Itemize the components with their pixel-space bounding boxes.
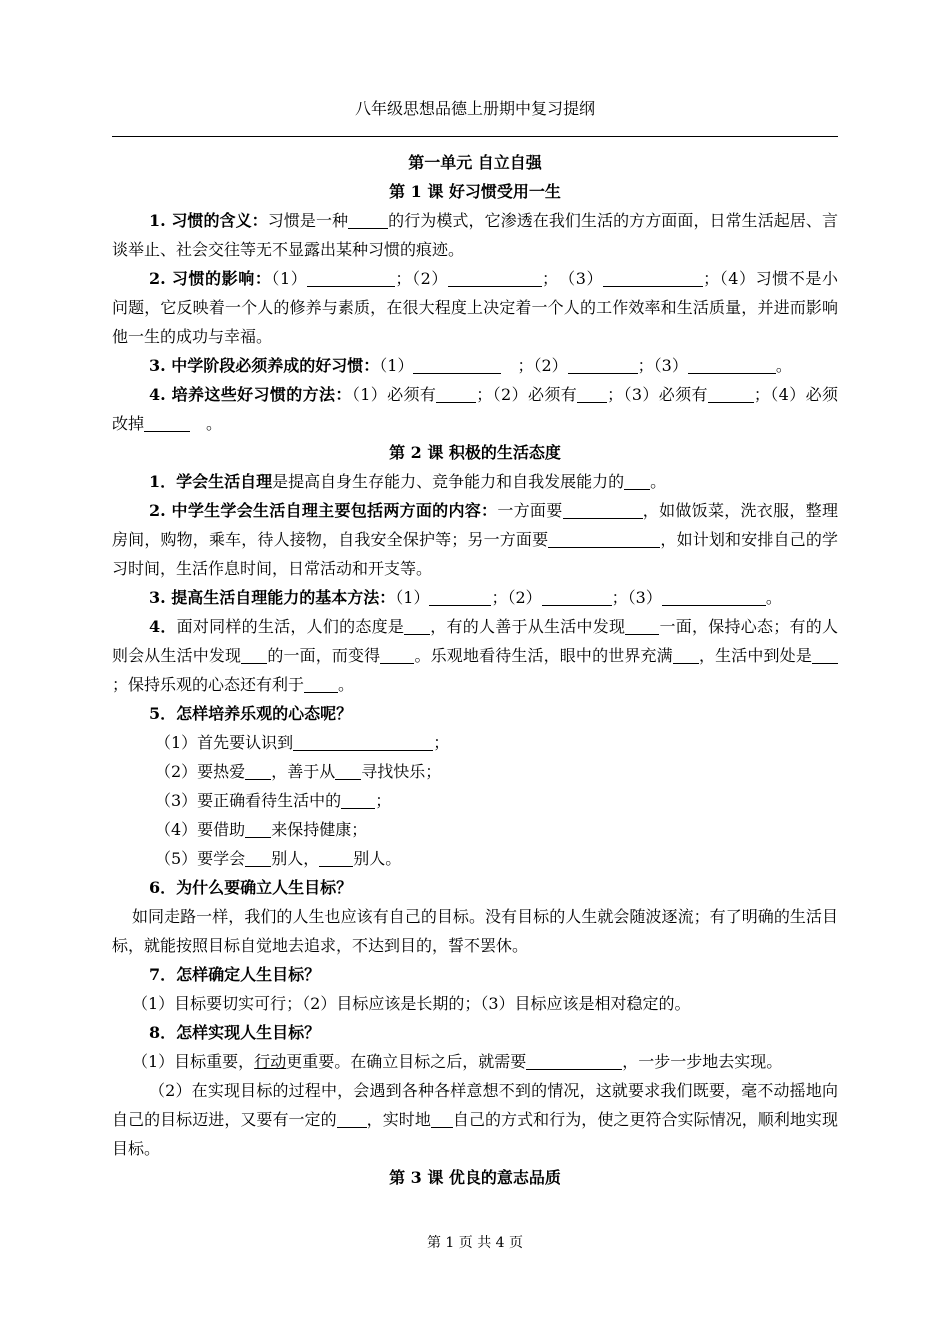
fill-blank[interactable] bbox=[563, 500, 643, 519]
fill-blank[interactable] bbox=[708, 384, 754, 403]
fill-blank[interactable] bbox=[603, 268, 703, 287]
fill-blank[interactable] bbox=[548, 529, 660, 548]
fill-blank[interactable] bbox=[335, 761, 361, 780]
fill-blank[interactable] bbox=[673, 645, 699, 664]
fill-blank[interactable] bbox=[245, 848, 271, 867]
l1-item-2: 2. 习惯的影响：（1） ；（2） ； （3） ；（4）习惯不是小问题，它反映着一个人的修养与素质，在很大程度上决定着一个人的工作效率和生活质量，并进而影响他一生的成功与幸福。 bbox=[112, 269, 838, 346]
fill-blank[interactable] bbox=[245, 819, 271, 838]
page-footer: 第 1 页 共 4 页 bbox=[426, 1235, 524, 1251]
l1-item-1-label: 1. 习惯的含义： bbox=[149, 211, 268, 230]
fill-blank[interactable] bbox=[526, 1051, 622, 1070]
fill-blank[interactable] bbox=[144, 413, 190, 432]
fill-blank[interactable] bbox=[431, 1109, 453, 1128]
fill-blank[interactable] bbox=[348, 210, 388, 229]
fill-blank[interactable] bbox=[624, 471, 650, 490]
l2-item-5-4: （4）要借助 来保持健康； bbox=[155, 820, 368, 839]
l2-item-1-label: 学会生活自理 bbox=[176, 472, 273, 491]
fill-blank[interactable] bbox=[448, 268, 542, 287]
l2-item-5-3: （3）要正确看待生活中的 ； bbox=[155, 791, 392, 810]
l1-item-3-label: 3. 中学阶段必须养成的好习惯： bbox=[149, 356, 380, 375]
l2-item-2: 2. 中学生学会生活自理主要包括两方面的内容：一方面要 ，如做饭菜，洗衣服，整理房间，购物，乘车，待人接物，自我安全保护等；另一方面要 ，如计划和安排自己的学习时间，生活作息时间，日常活动和开支等。 bbox=[112, 501, 838, 578]
fill-blank[interactable] bbox=[688, 355, 776, 374]
fill-blank[interactable] bbox=[812, 645, 838, 664]
l2-item-1: 1．学会生活自理是提高自身生存能力、竞争能力和自我发展能力的 。 bbox=[149, 472, 667, 491]
l1-item-3: 3. 中学阶段必须养成的好习惯：（1） ；（2） ；（3） 。 bbox=[149, 356, 792, 375]
l2-item-5-title: 5．怎样培养乐观的心态呢？ bbox=[149, 704, 353, 723]
l2-item-8-2: （2）在实现目标的过程中，会遇到各种各样意想不到的情况，这就要求我们既要，毫不动摇地向自己的目标迈进，又要有一定的 ，实时地 自己的方式和行为，使之更符合实际情况，顺利地实现目标。 bbox=[112, 1081, 838, 1158]
l2-item-2-label: 2. 中学生学会生活自理主要包括两方面的内容： bbox=[149, 501, 498, 520]
fill-blank[interactable] bbox=[319, 848, 353, 867]
fill-blank[interactable] bbox=[577, 384, 607, 403]
fill-blank[interactable] bbox=[568, 355, 638, 374]
fill-blank[interactable] bbox=[304, 674, 338, 693]
l1-item-4: 4. 培养这些好习惯的方法：（1）必须有 ；（2）必须有 ；（3）必须有 ；（4）必须改掉 。 bbox=[112, 385, 838, 433]
underlined-word: 行动 bbox=[254, 1052, 287, 1071]
page-header: 八年级思想品德上册期中复习提纲 bbox=[354, 99, 595, 118]
l2-item-6-title: 6．为什么要确立人生目标？ bbox=[149, 878, 353, 897]
l2-item-6-text: 如同走路一样，我们的人生也应该有自己的目标。没有目标的人生就会随波逐流；有了明确的生活目标，就能按照目标自觉地去追求，不达到目的，誓不罢休。 bbox=[112, 907, 838, 955]
fill-blank[interactable] bbox=[337, 1109, 367, 1128]
fill-blank[interactable] bbox=[245, 761, 271, 780]
l2-item-4: 4．面对同样的生活，人们的态度是 ，有的人善于从生活中发现 一面，保持心态；有的人则会从生活中发现 的一面，而变得 。乐观地看待生活，眼中的世界充满 ，生活中到处是；保持乐观的心态还有利于 。 bbox=[112, 617, 838, 694]
fill-blank[interactable] bbox=[380, 645, 414, 664]
lesson-2-title: 第 2 课 积极的生活态度 bbox=[389, 443, 561, 462]
l2-item-3: 3. 提高生活自理能力的基本方法：（1） ；（2） ；（3） 。 bbox=[149, 588, 782, 607]
lesson-3-title: 第 3 课 优良的意志品质 bbox=[389, 1168, 561, 1187]
l2-item-5-2: （2）要热爱 ，善于从 寻找快乐； bbox=[155, 762, 442, 781]
fill-blank[interactable] bbox=[662, 587, 766, 606]
fill-blank[interactable] bbox=[413, 355, 501, 374]
fill-blank[interactable] bbox=[429, 587, 491, 606]
l1-item-4-label: 4. 培养这些好习惯的方法： bbox=[149, 385, 352, 404]
l2-item-8-1: （1）目标重要，行动更重要。在确立目标之后，就需要 ，一步一步地去实现。 bbox=[132, 1052, 783, 1071]
l2-item-3-label: 3. 提高生活自理能力的基本方法： bbox=[149, 588, 396, 607]
document-body bbox=[112, 148, 838, 1192]
l2-item-8-title: 8．怎样实现人生目标？ bbox=[149, 1023, 321, 1042]
fill-blank[interactable] bbox=[542, 587, 612, 606]
l2-item-5-1: （1）首先要认识到 ； bbox=[155, 733, 450, 752]
fill-blank[interactable] bbox=[625, 616, 659, 635]
fill-blank[interactable] bbox=[404, 616, 430, 635]
header-divider bbox=[112, 136, 838, 137]
unit-title: 第一单元 自立自强 bbox=[408, 153, 542, 172]
l2-item-7-text: （1）目标要切实可行；（2）目标应该是长期的；（3）目标应该是相对稳定的。 bbox=[132, 994, 691, 1013]
fill-blank[interactable] bbox=[436, 384, 476, 403]
fill-blank[interactable] bbox=[307, 268, 395, 287]
lesson-1-title: 第 1 课 好习惯受用一生 bbox=[389, 182, 561, 201]
l1-item-1: 1. 习惯的含义：习惯是一种 的行为模式，它渗透在我们生活的方方面面，日常生活起居、言谈举止、社会交往等无不显露出某种习惯的痕迹。 bbox=[112, 211, 838, 259]
l2-item-7-title: 7．怎样确定人生目标？ bbox=[149, 965, 321, 984]
fill-blank[interactable] bbox=[341, 790, 375, 809]
l1-item-2-label: 2. 习惯的影响： bbox=[149, 269, 272, 288]
fill-blank[interactable] bbox=[241, 645, 267, 664]
l2-item-5-5: （5）要学会 别人， 别人。 bbox=[155, 849, 402, 868]
fill-blank[interactable] bbox=[293, 732, 433, 751]
